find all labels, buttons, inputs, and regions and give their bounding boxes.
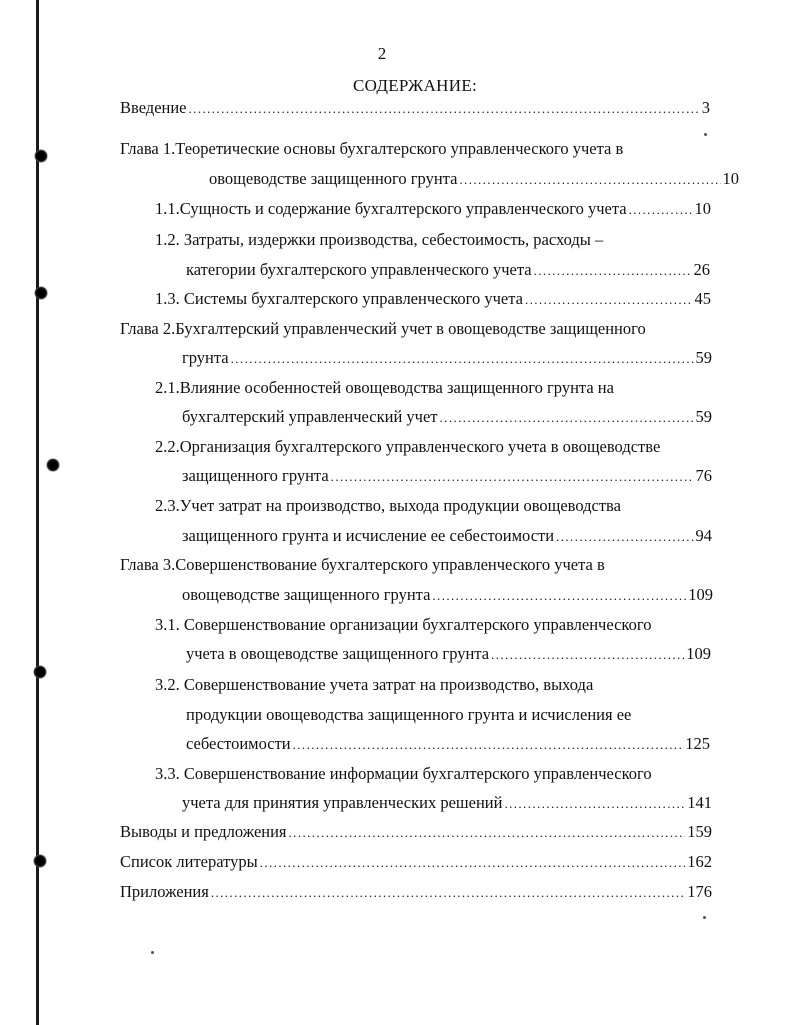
toc-chapter-1-title[interactable]: Глава 1.Теоретические основы бухгалтерского управленческого учета в bbox=[120, 139, 624, 158]
dot-leader bbox=[293, 733, 684, 757]
toc-section-2-3-title[interactable]: 2.3.Учет затрат на производство, выхода продукции овощеводства bbox=[155, 496, 621, 515]
scan-speck bbox=[703, 916, 706, 919]
toc-section-3-2[interactable]: себестоимости ..... 125 bbox=[186, 732, 710, 756]
toc-entry-appendices[interactable]: Приложения ..... 176 bbox=[120, 880, 712, 904]
dot-leader bbox=[440, 406, 694, 430]
dot-leader bbox=[331, 465, 694, 489]
dot-leader bbox=[534, 259, 692, 283]
punch-hole bbox=[46, 458, 60, 472]
dot-leader bbox=[459, 168, 720, 192]
dot-leader bbox=[260, 851, 686, 875]
dot-leader bbox=[231, 347, 694, 371]
dot-leader bbox=[504, 792, 685, 816]
dot-leader bbox=[556, 525, 693, 549]
toc-chapter-3-title[interactable]: Глава 3.Совершенствование бухгалтерского управленческого учета в bbox=[120, 555, 605, 574]
punch-hole bbox=[34, 286, 48, 300]
toc-section-1-2-title[interactable]: 1.2. Затраты, издержки производства, себестоимость, расходы – bbox=[155, 230, 604, 249]
punch-hole bbox=[33, 665, 47, 679]
toc-section-3-2-subtitle[interactable]: продукции овощеводства защищенного грунта и исчисления ее bbox=[186, 705, 632, 724]
toc-entry-bibliography[interactable]: Список литературы ..... 162 bbox=[120, 850, 712, 874]
toc-chapter-2-title[interactable]: Глава 2.Бухгалтерский управленческий учет в овощеводстве защищенного bbox=[120, 319, 646, 338]
dot-leader bbox=[491, 643, 684, 667]
toc-section-3-2-title[interactable]: 3.2. Совершенствование учета затрат на производство, выхода bbox=[155, 675, 594, 694]
toc-chapter-1[interactable]: овощеводстве защищенного грунта ..... 10 bbox=[209, 167, 739, 191]
toc-section-2-2[interactable]: защищенного грунта ..... 76 bbox=[182, 464, 712, 488]
dot-leader bbox=[629, 198, 693, 222]
dot-leader bbox=[289, 821, 686, 845]
punch-hole bbox=[33, 854, 47, 868]
toc-section-2-1[interactable]: бухгалтерский управленческий учет ..... 59 bbox=[182, 405, 712, 429]
toc-section-3-3[interactable]: учета для принятия управленческих решений ..... 141 bbox=[182, 791, 712, 815]
dot-leader bbox=[211, 881, 685, 905]
toc-entry-intro[interactable]: Введение ..... 3 bbox=[120, 96, 710, 120]
toc-section-3-1-title[interactable]: 3.1. Совершенствование организации бухгалтерского управленческого bbox=[155, 615, 652, 634]
dot-leader bbox=[432, 584, 686, 608]
toc-section-2-2-title[interactable]: 2.2.Организация бухгалтерского управленческого учета в овощеводстве bbox=[155, 437, 661, 456]
toc-section-1-2[interactable]: категории бухгалтерского управленческого учета ..... 26 bbox=[186, 258, 710, 282]
toc-chapter-3[interactable]: овощеводстве защищенного грунта ..... 109 bbox=[182, 583, 713, 607]
scan-speck bbox=[151, 951, 154, 954]
toc-section-3-1[interactable]: учета в овощеводстве защищенного грунта ..... 109 bbox=[186, 642, 711, 666]
page-number: 2 bbox=[377, 44, 387, 63]
punch-hole bbox=[34, 149, 48, 163]
toc-section-2-3[interactable]: защищенного грунта и исчисление ее себестоимости ..... 94 bbox=[182, 524, 712, 548]
toc-chapter-2[interactable]: грунта ..... 59 bbox=[182, 346, 712, 370]
page-title: СОДЕРЖАНИЕ: bbox=[352, 76, 478, 95]
toc-section-3-3-title[interactable]: 3.3. Совершенствование информации бухгалтерского управленческого bbox=[155, 764, 652, 783]
dot-leader bbox=[525, 288, 693, 312]
scan-speck bbox=[704, 133, 707, 136]
toc-section-2-1-title[interactable]: 2.1.Влияние особенностей овощеводства защищенного грунта на bbox=[155, 378, 614, 397]
toc-section-1-1[interactable]: 1.1.Сущность и содержание бухгалтерского управленческого учета ..... 10 bbox=[155, 197, 711, 221]
dot-leader bbox=[189, 97, 700, 121]
toc-entry-conclusions[interactable]: Выводы и предложения ..... 159 bbox=[120, 820, 712, 844]
toc-section-1-3[interactable]: 1.3. Системы бухгалтерского управленческого учета ..... 45 bbox=[155, 287, 711, 311]
